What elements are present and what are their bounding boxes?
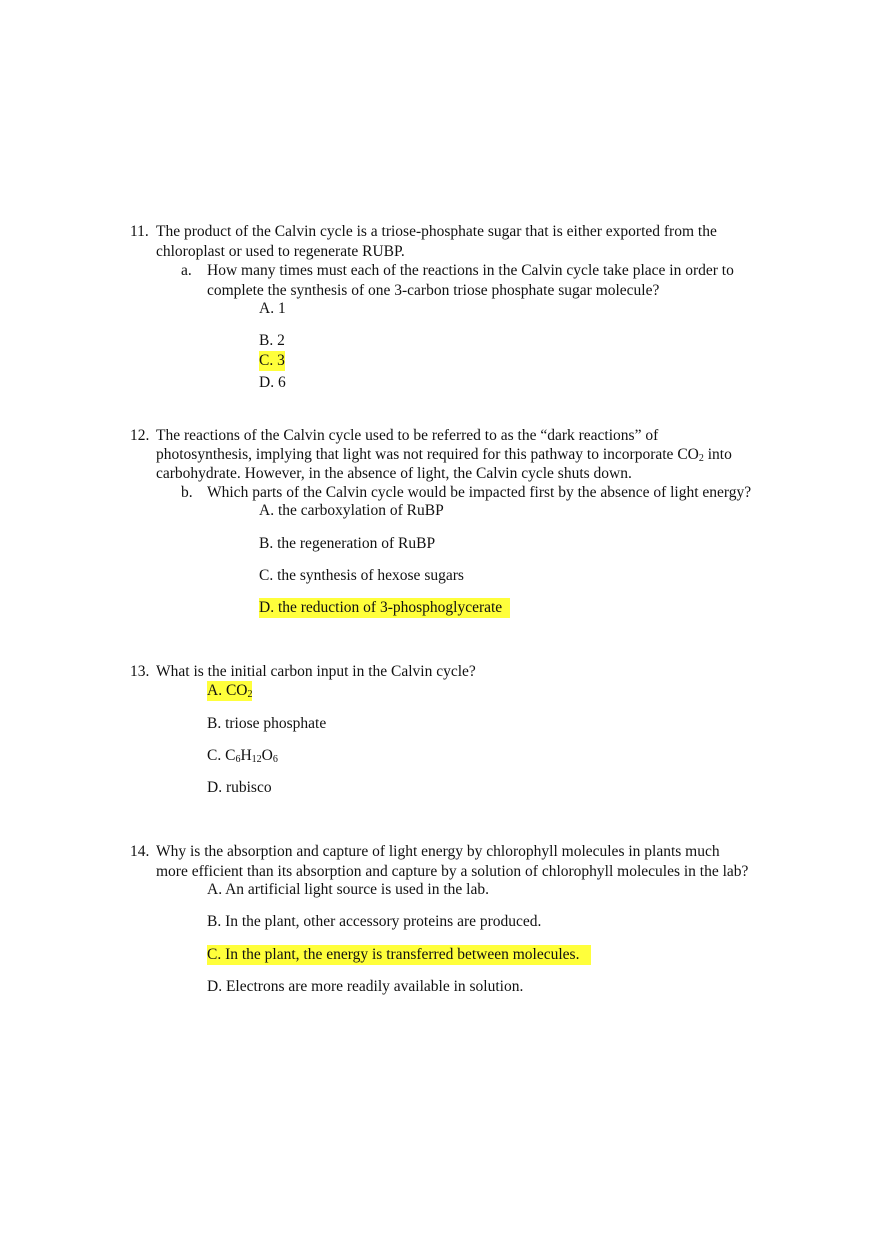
option-d: D. rubisco — [207, 779, 272, 796]
question-text: carbohydrate. However, in the absence of light, the Calvin cycle shuts down. — [156, 465, 632, 482]
option-a: A. the carboxylation of RuBP — [259, 502, 444, 519]
sub-question-text: Which parts of the Calvin cycle would be impacted first by the absence of light energy? — [207, 484, 752, 501]
option-a: A. 1 — [259, 300, 286, 317]
option-b: B. triose phosphate — [207, 715, 327, 732]
sub-question-text: How many times must each of the reactions in the Calvin cycle take place in order to — [207, 262, 734, 279]
question-text: The reactions of the Calvin cycle used to be referred to as the “dark reactions” of — [156, 427, 659, 444]
question-text: more efficient than its absorption and capture by a solution of chlorophyll molecules in the lab? — [156, 863, 749, 880]
option-d-answer: D. the reduction of 3-phosphoglycerate — [259, 598, 510, 618]
question-text: Why is the absorption and capture of light energy by chlorophyll molecules in plants much — [156, 843, 720, 860]
option-c: C. $C_6H_{12}O_6$ — [207, 747, 278, 765]
sub-question-label: a. — [181, 262, 192, 279]
option-d: D. Electrons are more readily available in solution. — [207, 978, 524, 995]
option-a-answer: A. $CO_2$ — [207, 682, 253, 700]
option-a: A. An artificial light source is used in the lab. — [207, 881, 489, 898]
question-text: chloroplast or used to regenerate RUBP. — [156, 243, 405, 260]
option-c: C. the synthesis of hexose sugars — [259, 567, 464, 584]
option-d: D. 6 — [259, 374, 286, 391]
question-text: What is the initial carbon input in the Calvin cycle? — [156, 663, 476, 680]
option-c-answer: C. In the plant, the energy is transferred between molecules. — [207, 945, 591, 965]
question-number: 13. — [130, 663, 150, 680]
question-text: The product of the Calvin cycle is a triose-phosphate sugar that is either exported from the — [156, 223, 717, 240]
option-b: B. the regeneration of RuBP — [259, 535, 436, 552]
sub-question-label: b. — [181, 484, 193, 501]
option-b: B. In the plant, other accessory proteins are produced. — [207, 913, 542, 930]
sub-question-text: complete the synthesis of one 3-carbon triose phosphate sugar molecule? — [207, 282, 660, 299]
question-number: 14. — [130, 843, 150, 860]
option-c-answer: C. 3 — [259, 352, 285, 369]
question-number: 11. — [130, 223, 149, 240]
question-text: photosynthesis, implying that light was not required for this pathway to incorporate $CO_2$ into — [156, 446, 732, 464]
option-b: B. 2 — [259, 332, 285, 349]
question-number: 12. — [130, 427, 150, 444]
